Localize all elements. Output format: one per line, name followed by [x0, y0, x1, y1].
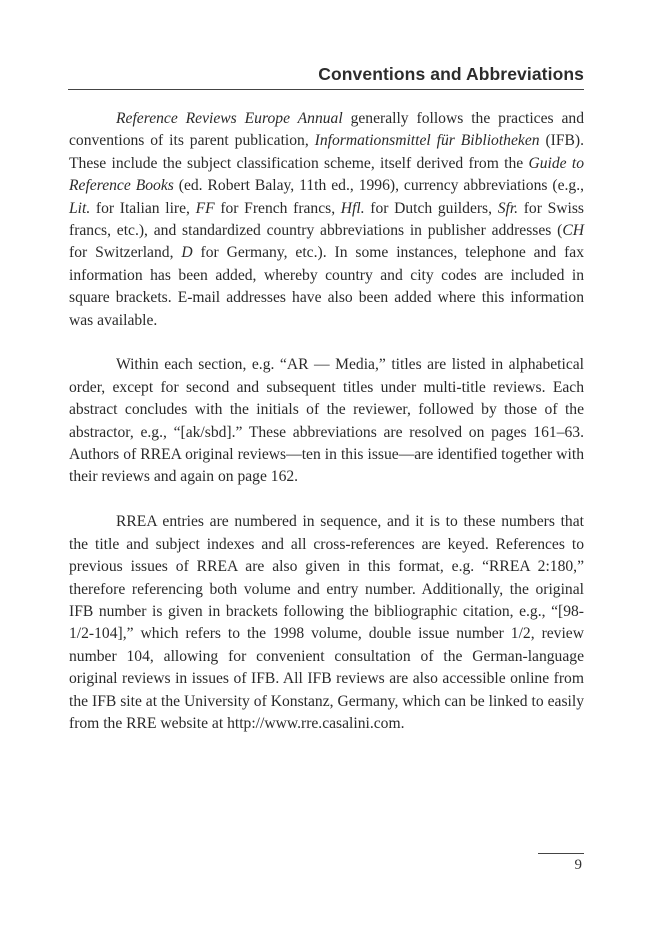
italic-run: Reference Reviews Europe Annual: [116, 110, 343, 127]
text-run: Within each section, e.g. “AR — Media,” titles are listed in alphabetical order, except for second and subsequent titles under multi-title reviews. Each abstract concludes with the initials of the reviewer, followed by those of the abstractor, e.g., “[ak/sbd].” These abbreviations are resolved on pages 161–63. Authors of RREA original reviews—ten in this issue—are identified together with their reviews and again on page 162.: [69, 356, 584, 486]
text-run: for Switzerland,: [69, 244, 182, 262]
text-run: RREA entries are numbered in sequence, and it is to these numbers that the title and subject indexes and all cross-references are keyed. References to previous issues of RREA are also given in this format, e.g. “RREA 2:180,” therefore referencing both volume and entry number. Additionally, the original IFB number is given in brackets following the bibliographic citation, e.g., “[98-1/2-104],” which refers to the 1998 volume, double issue number 1/2, review number 104, allowing for convenient consultation of the German-language original reviews in issues of IFB. All IFB reviews are also accessible online from the IFB site at the University of Konstanz, Germany, which can be linked to easily from the RRE website at http://www.rre.casalini.com.: [69, 513, 584, 732]
italic-run: Sfr.: [497, 199, 519, 217]
paragraph-3: [69, 511, 584, 735]
text-run: for Italian lire,: [90, 199, 196, 217]
text-run: for Dutch guilders,: [364, 199, 498, 217]
italic-run: D: [181, 244, 193, 262]
text-run: for Swiss francs, etc.), and standardized country abbreviations in publisher addresses (: [69, 199, 584, 240]
page-title: Conventions and Abbreviations: [318, 64, 584, 84]
italic-run: Informationsmittel für Bibliotheken: [314, 132, 540, 150]
header-rule: [68, 89, 584, 90]
italic-run: Hfl.: [340, 199, 365, 217]
text-run: (ed. Robert Balay, 11th ed., 1996), currency abbreviations (e.g.,: [173, 177, 584, 195]
paragraph-1: [69, 108, 584, 332]
body-text: [69, 108, 584, 758]
text-run: for Germany, etc.). In some instances, telephone and fax information has been added, whereby country and city codes are included in square brackets. E-mail addresses have also been added where this information was available.: [69, 244, 585, 329]
italic-run: CH: [562, 222, 584, 240]
text-run: (IFB). These include the subject classification scheme, itself derived from the: [69, 132, 585, 172]
italic-run: Guide to Reference Books: [69, 154, 584, 195]
text-run: for French francs,: [214, 199, 341, 217]
text-run: generally follows the practices and conventions of its parent publication,: [69, 110, 584, 150]
footer-rule: [538, 853, 584, 854]
page-number: 9: [574, 857, 582, 873]
italic-run: Lit.: [69, 199, 91, 217]
italic-run: FF: [195, 199, 215, 217]
paragraph-2: [69, 354, 584, 488]
